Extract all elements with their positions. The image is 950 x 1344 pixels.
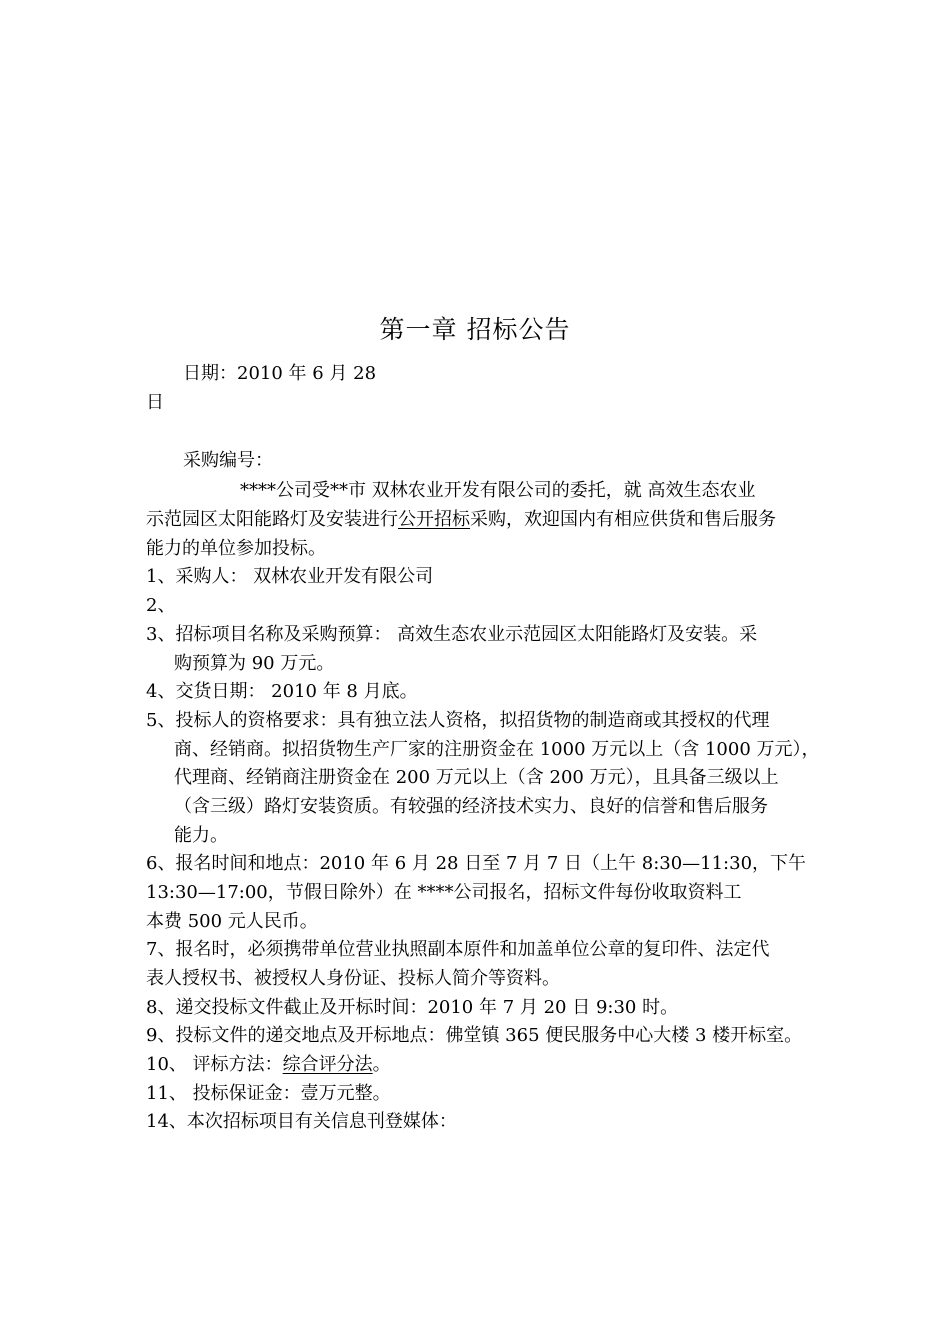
date-tail: 日 bbox=[146, 392, 164, 413]
intro-line-2 bbox=[146, 509, 776, 531]
open-tender-text: 公开招标 bbox=[398, 509, 470, 530]
intro-line-1: ****公司受**市 双林农业开发有限公司的委托，就 高效生态农业 bbox=[240, 480, 756, 501]
item-10-post: 。 bbox=[372, 1054, 391, 1075]
item-6-line-2: 13:30—17:00，节假日除外）在 ****公司报名，招标文件每份收取资料工 bbox=[146, 882, 742, 903]
item-14-media: 14、本次招标项目有关信息刊登媒体： bbox=[146, 1111, 457, 1132]
item-5-line-5: 能力。 bbox=[174, 825, 228, 846]
evaluation-method-text: 综合评分法 bbox=[282, 1054, 373, 1075]
item-10-pre: 10、 评标方法： bbox=[146, 1054, 283, 1075]
procurement-number-label: 采购编号： bbox=[183, 450, 273, 471]
item-9-location: 9、投标文件的递交地点及开标地点：佛堂镇 365 便民服务中心大楼 3 楼开标室。 bbox=[146, 1025, 803, 1046]
item-3-line-1: 3、招标项目名称及采购预算： 高效生态农业示范园区太阳能路灯及安装。采 bbox=[146, 624, 758, 645]
item-6-line-3: 本费 500 元人民币。 bbox=[146, 911, 318, 932]
intro-line-3: 能力的单位参加投标。 bbox=[146, 538, 326, 559]
item-6-line-1: 6、报名时间和地点：2010 年 6 月 28 日至 7 月 7 日（上午 8:30—11:30，下午 bbox=[146, 853, 807, 874]
item-1-purchaser: 1、采购人： 双林农业开发有限公司 bbox=[146, 566, 434, 587]
item-7-line-2: 表人授权书、被授权人身份证、投标人简介等资料。 bbox=[146, 968, 560, 989]
date-line: 日期：2010 年 6 月 28 bbox=[183, 363, 377, 384]
item-11-bond: 11、 投标保证金：壹万元整。 bbox=[146, 1083, 391, 1104]
item-5-line-3: 代理商、经销商注册资金在 200 万元以上（含 200 万元），且具备三级以上 bbox=[174, 767, 779, 788]
item-5-line-4: （含三级）路灯安装资质。有较强的经济技术实力、良好的信誉和售后服务 bbox=[174, 796, 768, 817]
intro-line-2-pre: 示范园区太阳能路灯及安装进行 bbox=[146, 509, 398, 530]
item-8-deadline: 8、递交投标文件截止及开标时间：2010 年 7 月 20 日 9:30 时。 bbox=[146, 997, 679, 1018]
item-2: 2、 bbox=[146, 595, 176, 616]
item-3-line-2: 购预算为 90 万元。 bbox=[174, 653, 335, 674]
item-10-evaluation bbox=[146, 1054, 391, 1076]
item-5-line-1: 5、投标人的资格要求：具有独立法人资格，拟招货物的制造商或其授权的代理 bbox=[146, 710, 770, 731]
item-7-line-1: 7、报名时，必须携带单位营业执照副本原件和加盖单位公章的复印件、法定代 bbox=[146, 939, 770, 960]
chapter-title: 第一章 招标公告 bbox=[379, 315, 571, 344]
item-4-delivery-date: 4、交货日期： 2010 年 8 月底。 bbox=[146, 681, 418, 702]
item-5-line-2: 商、经销商。拟招货物生产厂家的注册资金在 1000 万元以上（含 1000 万元）， bbox=[174, 739, 820, 760]
intro-line-2-post: 采购，欢迎国内有相应供货和售后服务 bbox=[470, 509, 776, 530]
